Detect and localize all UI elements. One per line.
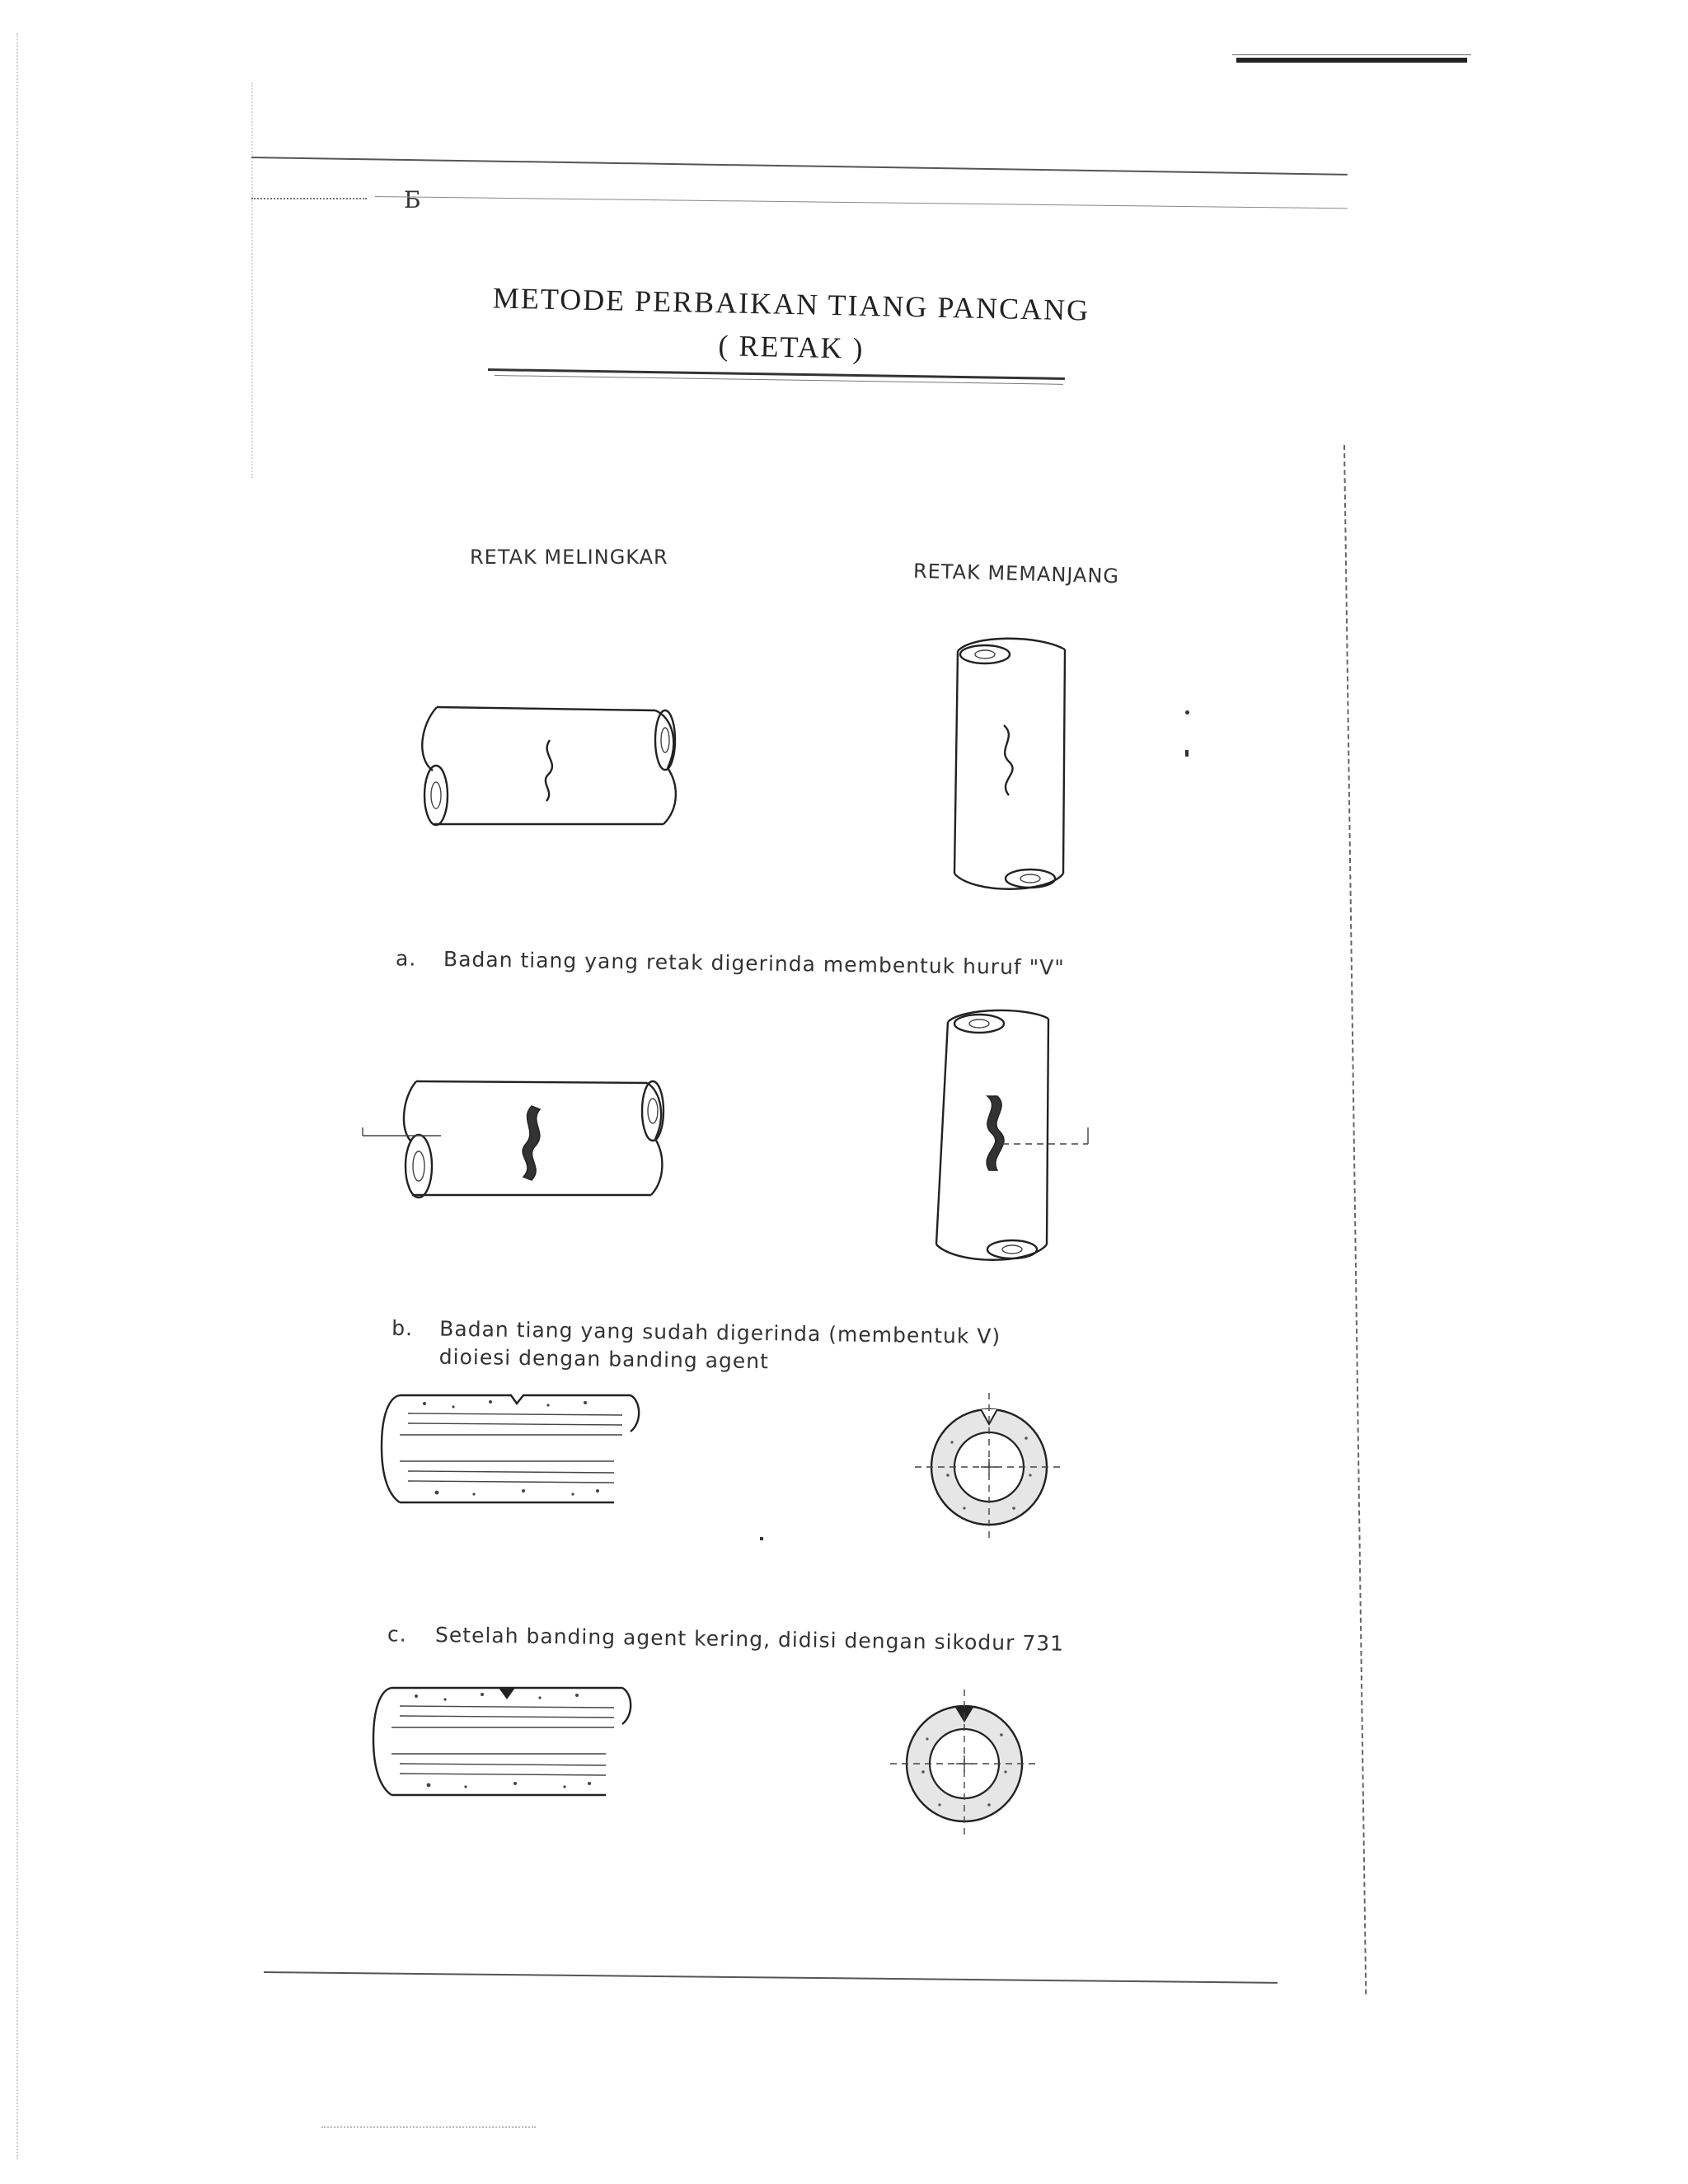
step-b-caption <box>392 1315 1001 1379</box>
header-rule-2 <box>375 196 1348 209</box>
speck <box>1185 710 1189 715</box>
step-a-text: Badan tiang yang retak digerinda membentuk huruf "V" <box>443 947 1065 980</box>
page-mark: Б <box>404 186 421 213</box>
pile-vertical-v-groove <box>923 1005 1121 1277</box>
pile-vertical-crack <box>940 635 1088 907</box>
top-rule-thin <box>1232 54 1471 55</box>
step-c-marker: c. <box>387 1622 407 1647</box>
speck <box>1185 750 1189 757</box>
pile-horizontal-v-groove <box>363 1071 692 1236</box>
pile-cross-section-open-groove <box>915 1393 1063 1541</box>
pile-horizontal-crack <box>416 692 696 857</box>
scan-margin-inner <box>251 82 253 478</box>
step-b-text-1: Badan tiang yang sudah digerinda (membentuk V) <box>439 1316 1001 1349</box>
label-retak-memanjang: RETAK MEMANJANG <box>912 559 1120 588</box>
header-rule <box>251 157 1348 176</box>
step-c-caption <box>387 1620 1064 1657</box>
title-underline <box>488 368 1065 380</box>
bottom-rule <box>264 1971 1278 1984</box>
speck <box>760 1537 763 1540</box>
step-b-text-2: dioiesi dengan banding agent <box>438 1344 770 1374</box>
step-c-text: Setelah banding agent kering, didisi dengan sikodur 731 <box>434 1623 1065 1656</box>
scan-margin-left <box>16 33 18 2159</box>
step-a-caption <box>396 944 1065 982</box>
header-smudge <box>251 198 367 199</box>
step-a-marker: a. <box>395 946 417 971</box>
top-heavy-rule <box>1236 58 1467 63</box>
pile-section-open-groove <box>375 1389 647 1512</box>
page-subtitle: ( RETAK ) <box>718 329 865 365</box>
label-retak-melingkar: RETAK MELINGKAR <box>470 546 668 569</box>
step-b-marker: b. <box>392 1315 414 1341</box>
pile-cross-section-filled-groove <box>890 1690 1039 1838</box>
pile-section-filled-groove <box>367 1681 639 1805</box>
page-title: METODE PERBAIKAN TIANG PANCANG <box>492 281 1090 327</box>
frame-right <box>1343 445 1367 1994</box>
footer-smudge <box>321 2126 536 2128</box>
